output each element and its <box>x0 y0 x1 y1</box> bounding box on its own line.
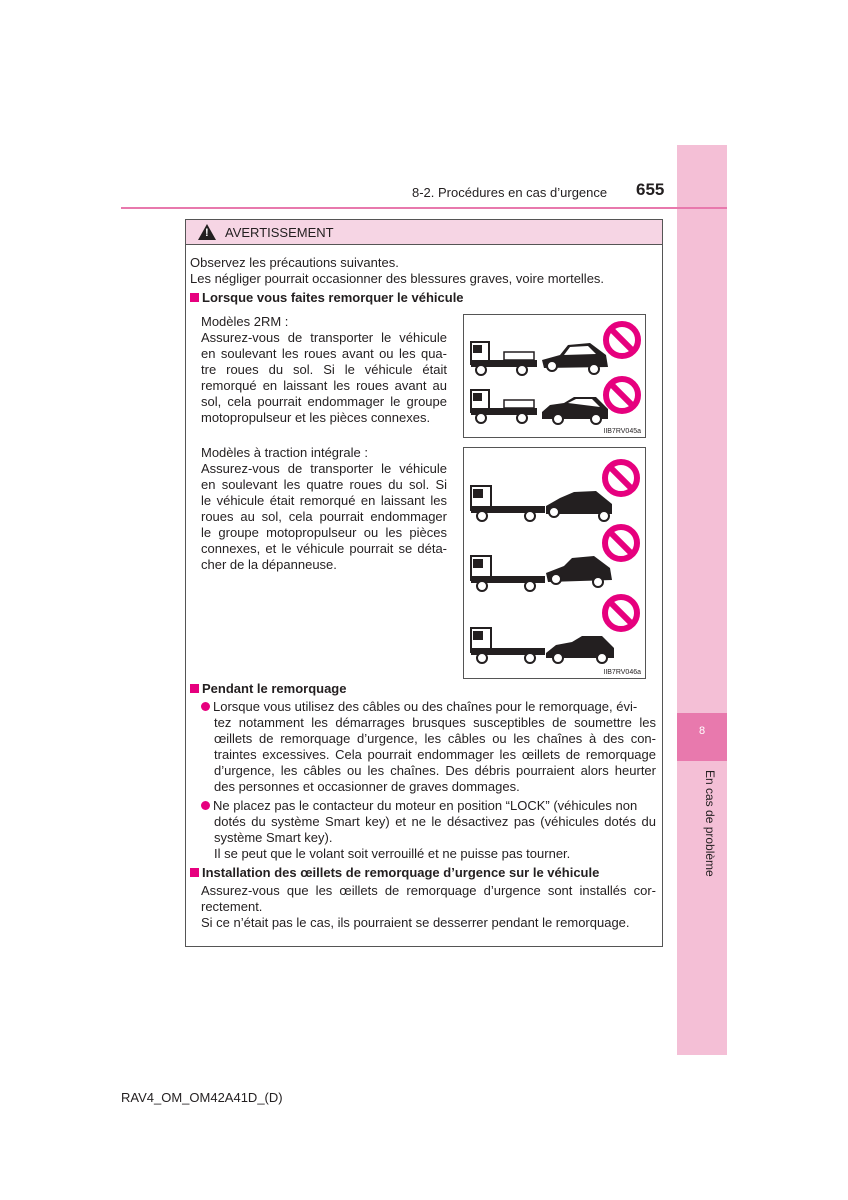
page-number: 655 <box>636 180 665 199</box>
square-bullet-icon <box>190 868 199 877</box>
2rm-label: Modèles 2RM : <box>201 314 289 329</box>
bullet-1-line: d’urgence, les câbles ou les chaînes. Des débris pourraient alors heurter <box>214 763 656 778</box>
round-bullet-icon <box>201 702 210 711</box>
2rm-line: remorqué en laissant les roues avant au <box>201 378 447 393</box>
section-2-heading <box>190 681 346 697</box>
round-bullet-icon <box>201 801 210 810</box>
bullet-1-line: Lorsque vous utilisez des câbles ou des chaînes pour le remorquage, évi- <box>201 699 637 715</box>
header-rule <box>121 207 727 209</box>
2rm-line: sol, cela pourrait endommager le groupe <box>201 394 447 409</box>
intro-line-1: Observez les précautions suivantes. <box>190 255 399 270</box>
side-tab <box>677 145 727 1055</box>
tow-truck-rear-lifted-illustration <box>471 556 612 591</box>
4wd-line: le véhicule était remorqué en laissant les <box>201 493 447 508</box>
tow-truck-front-lifted-illustration <box>471 342 608 375</box>
tow-truck-flat-illustration <box>471 628 614 663</box>
prohibited-icon <box>606 379 638 411</box>
prohibited-icon <box>606 324 638 356</box>
bullet-2-line: système Smart key). <box>214 830 333 845</box>
towing-figure-2rm <box>463 314 646 438</box>
section-3-line: Si ce n’était pas le cas, ils pourraient se desserrer pendant le remorquage. <box>201 915 630 930</box>
warning-header <box>186 220 662 245</box>
footer-code: RAV4_OM_OM42A41D_(D) <box>121 1090 283 1105</box>
intro-line-2: Les négliger pourrait occasionner des blessures graves, voire mortelles. <box>190 271 605 286</box>
bullet-1-line: œillets de remorquage d’urgence, les câbles ou les chaînes à des con- <box>214 731 656 746</box>
section-title: 8-2. Procédures en cas d’urgence <box>412 185 608 200</box>
prohibited-icon <box>605 597 637 629</box>
2rm-line: motopropulseur et les pièces connexes. <box>201 410 431 425</box>
bullet-2-line: dotés du système Smart key) et ne le désactivez pas (véhicules dotés du <box>214 814 656 829</box>
towing-figure-4wd <box>463 447 646 679</box>
tow-truck-front-lifted-illustration <box>471 486 612 521</box>
figure-code: IIB7RV045a <box>603 428 641 435</box>
4wd-line: en soulevant les quatre roues du sol. Si <box>201 477 447 492</box>
4wd-line: connexes, et le véhicule pourrait se déta- <box>201 541 447 556</box>
warning-title: AVERTISSEMENT <box>225 224 334 240</box>
section-1-heading <box>190 290 464 306</box>
tow-truck-rear-lifted-illustration <box>471 390 608 424</box>
section-3-heading <box>190 865 599 881</box>
4wd-line: cher de la dépanneuse. <box>201 557 337 572</box>
chapter-number: 8 <box>677 713 727 761</box>
section-2-title: Pendant le remorquage <box>202 681 347 696</box>
square-bullet-icon <box>190 293 199 302</box>
bullet-2-line: Il se peut que le volant soit verrouillé et ne puisse pas tourner. <box>214 846 571 861</box>
bullet-2-line: Ne placez pas le contacteur du moteur en position “LOCK” (véhicules non <box>201 798 637 814</box>
2rm-line: tre roues du sol. Si le véhicule était <box>201 362 447 377</box>
figure-code: IIB7RV046a <box>603 669 641 676</box>
section-1-title: Lorsque vous faites remorquer le véhicule <box>202 290 464 305</box>
section-3-title: Installation des œillets de remorquage d’urgence sur le véhicule <box>202 865 600 880</box>
chapter-label: En cas de problème <box>703 770 717 877</box>
4wd-label: Modèles à traction intégrale : <box>201 445 368 460</box>
bullet-1-line: tez notamment les démarrages brusques susceptibles de soumettre les <box>214 715 656 730</box>
4wd-line: roues au sol, cela pourrait endommager <box>201 509 447 524</box>
prohibited-icon <box>605 527 637 559</box>
section-3-line: rectement. <box>201 899 263 914</box>
warning-icon: ! <box>198 224 216 240</box>
2rm-line: en soulevant les roues avant ou les qua- <box>201 346 447 361</box>
section-3-line: Assurez-vous que les œillets de remorquage d’urgence sont installés cor- <box>201 883 656 898</box>
bullet-1-line: des personnes et occasionner de graves dommages. <box>214 779 520 794</box>
bullet-1-line: traintes excessives. Cela pourrait endommager les œillets de remorquage <box>214 747 656 762</box>
4wd-line: Assurez-vous de transporter le véhicule <box>201 461 447 476</box>
2rm-line: Assurez-vous de transporter le véhicule <box>201 330 447 345</box>
4wd-line: le groupe motopropulseur ou les pièces <box>201 525 447 540</box>
prohibited-icon <box>605 462 637 494</box>
square-bullet-icon <box>190 684 199 693</box>
